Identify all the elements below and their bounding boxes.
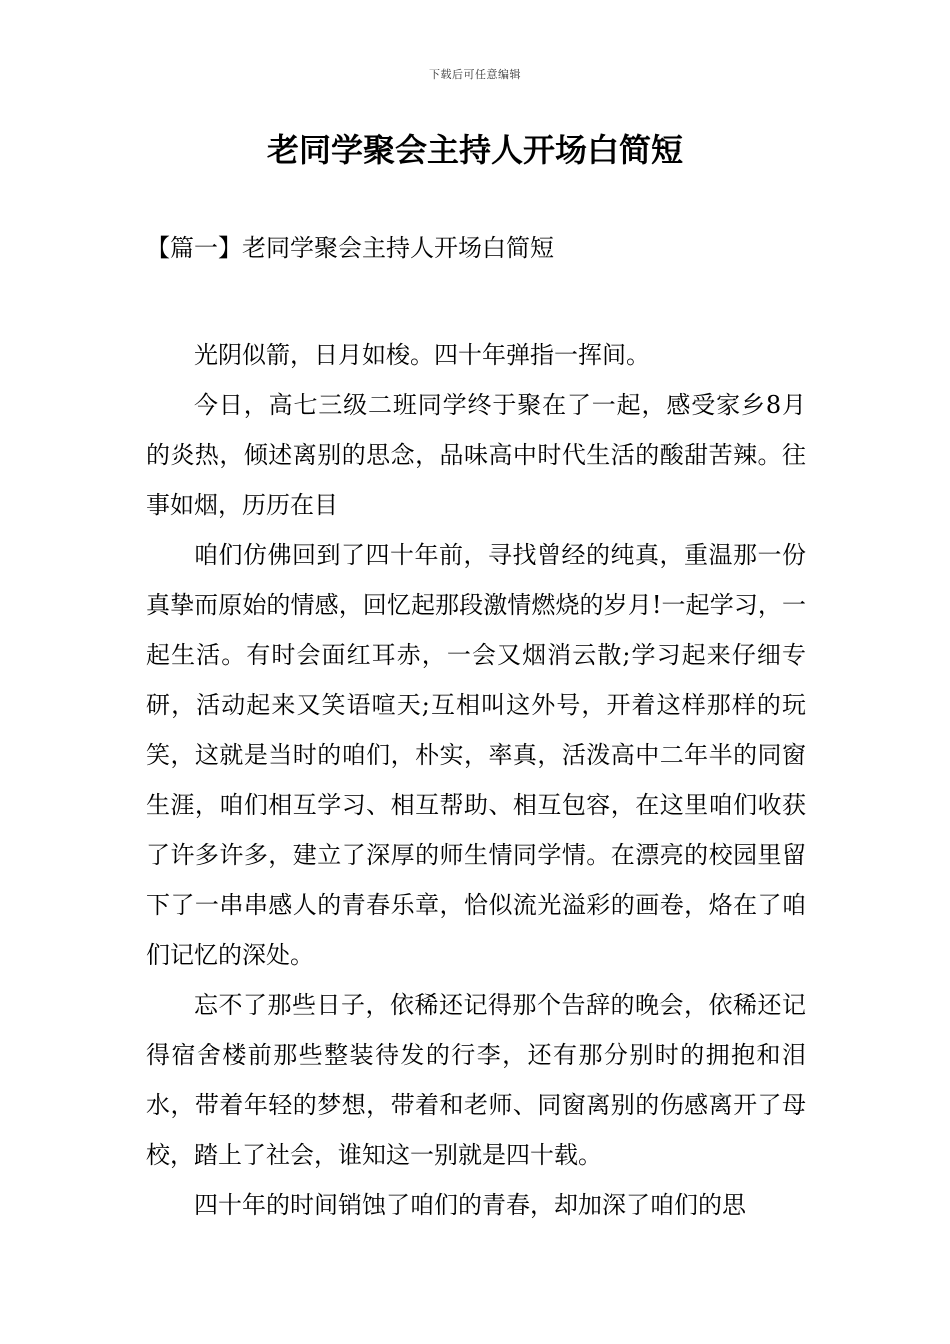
body-text — [146, 330, 806, 1230]
document-title: 老同学聚会主持人开场白简短 — [266, 131, 683, 169]
header-note: 下载后可任意编辑 — [429, 68, 521, 81]
paragraph: 四十年的时间销蚀了咱们的青春，却加深了咱们的思 — [194, 1191, 746, 1219]
section-heading: 【篇一】老同学聚会主持人开场白简短 — [146, 234, 554, 262]
paragraph: 咱们仿佛回到了四十年前，寻找曾经的纯真，重温那一份真挚而原始的情感，回忆起那段激情燃烧的岁月!一起学习，一起生活。有时会面红耳赤，一会又烟消云散;学习起来仔细专研，活动起来又笑语喧天;互相叫这外号，开着这样那样的玩笑，这就是当时的咱们，朴实，率真，活泼高中二年半的同窗生涯，咱们相互学习、相互帮助、相互包容，在这里咱们收获了许多许多，建立了深厚的师生情同学情。在漂亮的校园里留下了一串串感人的青春乐章，恰似流光溢彩的画卷，烙在了咱们记忆的深处。 — [146, 541, 806, 969]
paragraph: 忘不了那些日子，依稀还记得那个告辞的晚会，依稀还记得宿舍楼前那些整装待发的行李，还有那分别时的拥抱和泪水，带着年轻的梦想，带着和老师、同窗离别的伤感离开了母校，踏上了社会，谁知这一别就是四十载。 — [146, 991, 806, 1169]
paragraph: 今日，高七三级二班同学终于聚在了一起，感受家乡8月的炎热，倾述离别的思念，品味高中时代生活的酸甜苦辣。往事如烟，历历在目 — [146, 391, 806, 519]
paragraph: 光阴似箭，日月如梭。四十年弹指一挥间。 — [194, 341, 650, 369]
